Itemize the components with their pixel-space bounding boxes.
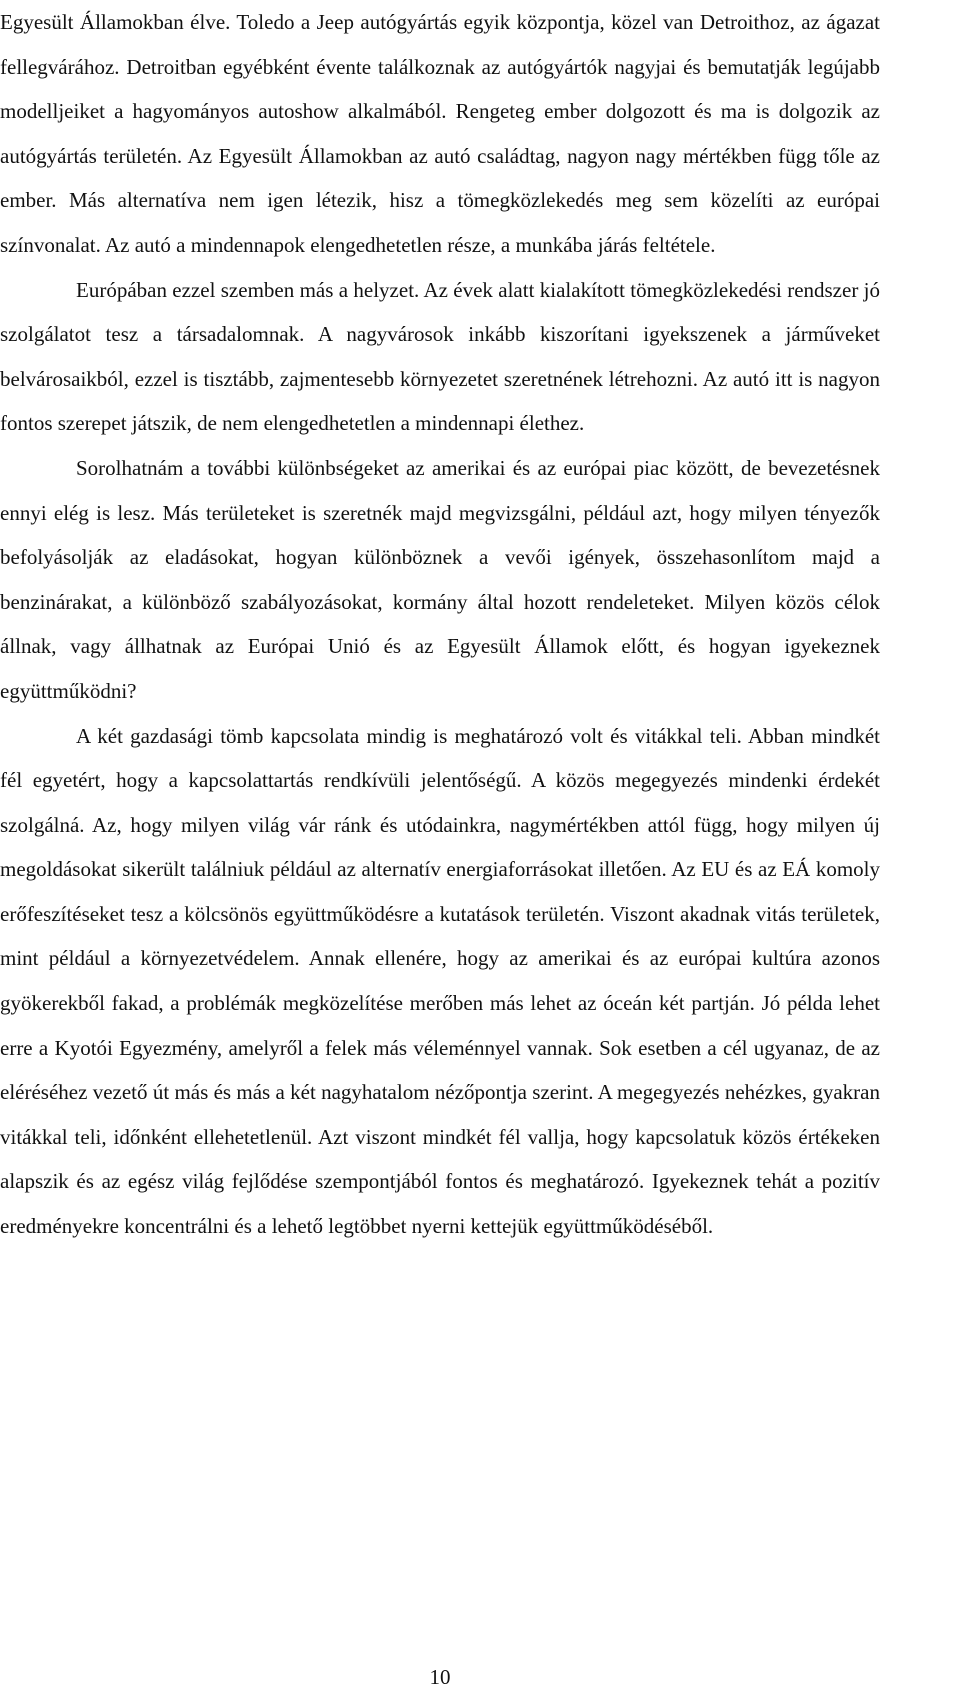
paragraph-3: Sorolhatnám a további különbségeket az amerikai és az európai piac között, de bevezetésnek ennyi elég is lesz. Más területeket is szeretnék majd megvizsgálni, például azt, hogy milyen tényezők befolyásolják az eladásokat, hogyan különböznek a vevői igények, összehasonlítom majd a benzinárakat, a különböző szabályozásokat, kormány által hozott rendeleteket. Milyen közös célok állnak, vagy állhatnak az Európai Unió és az Egyesült Államok előtt, és hogyan igyekeznek együttműködni? <box>0 455 880 703</box>
paragraph-4: A két gazdasági tömb kapcsolata mindig is meghatározó volt és vitákkal teli. Abban mindkét fél egyetért, hogy a kapcsolattartás rendkívüli jelentőségű. A közös megegyezés mindenki érdekét szolgálná. Az, hogy milyen világ vár ránk és utódainkra, nagymértékben attól függ, hogy milyen új megoldásokat sikerült találniuk például az alternatív energiaforrásokat illetően. Az EU és az EÁ komoly erőfeszítéseket tesz a kölcsönös együttműködésre a kutatások területén. Viszont akadnak vitás területek, mint például a környezetvédelem. Annak ellenére, hogy az amerikai és az európai kultúra azonos gyökerekből fakad, a problémák megközelítése merőben más lehet az óceán két partján. Jó példa lehet erre a Kyotói Egyezmény, amelyről a felek más véleménnyel vannak. Sok esetben a cél ugyanaz, de az eléréséhez vezető út más és más a két nagyhatalom nézőpontja szerint. A megegyezés nehézkes, gyakran vitákkal teli, időnként ellehetetlenül. Azt viszont mindkét fél vallja, hogy kapcsolatuk közös értékeken alapszik és az egész világ fejlődése szempontjából fontos és meghatározó. Igyekeznek tehát a pozitív eredményekre koncentrálni és a lehető legtöbbet nyerni kettejük együttműködéséből. <box>0 723 880 1239</box>
paragraph-1: Egyesült Államokban élve. Toledo a Jeep autógyártás egyik központja, közel van Detroithoz, az ágazat fellegvárához. Detroitban egyébként évente találkoznak az autógyártók nagyjai és bemutatják legújabb modelljeiket a hagyományos autoshow alkalmából. Rengeteg ember dolgozott és ma is dolgozik az autógyártás területén. Az Egyesült Államokban az autó családtag, nagyon nagy mértékben függ tőle az ember. Más alternatíva nem igen létezik, hisz a tömegközlekedés meg sem közelíti az európai színvonalat. Az autó a mindennapok elengedhetetlen része, a munkába járás feltétele. <box>0 10 880 257</box>
page-number: 10 <box>429 1665 451 1689</box>
paragraph-2: Európában ezzel szemben más a helyzet. Az évek alatt kialakított tömegközlekedési rendszer jó szolgálatot tesz a társadalomnak. A nagyvárosok inkább kiszorítani igyekszenek a járműveket belvárosaikból, ezzel is tisztább, zajmentesebb környezetet szeretnének létrehozni. Az autó itt is nagyon fontos szerepet játszik, de nem elengedhetetlen a mindennapi élethez. <box>0 277 880 436</box>
